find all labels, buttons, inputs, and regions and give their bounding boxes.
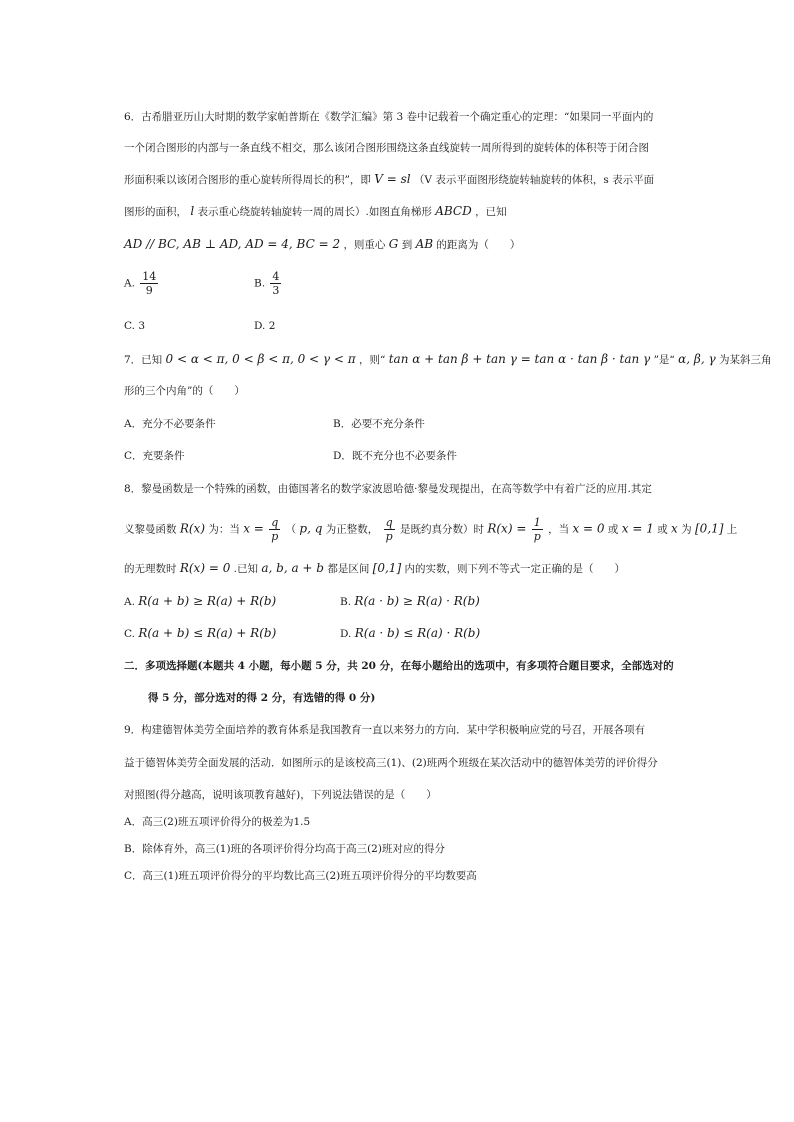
q6-line-1: 6．古希腊亚历山大时期的数学家帕普斯在《数学汇编》第 3 卷中记载着一个确定重心的定理：“如果同一平面内的 [124, 111, 654, 123]
q6-option-c[interactable]: C. 3 [124, 320, 146, 332]
q8-line-2 [124, 516, 737, 543]
numerator: 1 [533, 516, 541, 529]
q7-formula: 0 < α < π, 0 < β < π, 0 < γ < π [165, 352, 356, 366]
q9-line-1: 9．构建德智体美劳全面培养的教育体系是我国教育一直以来努力的方向．某中学积极响应党的号召，开展各项有 [124, 724, 646, 736]
q7-text: ，则“ [359, 354, 386, 366]
q9-line-3: 对照图(得分越高，说明该项教育越好)，下列说法错误的是（ ） [124, 789, 437, 801]
q7-text: 为某斜三角 [718, 354, 772, 366]
q6-text: ，则重心 [343, 239, 386, 251]
q8-formula: [0,1] [372, 561, 402, 575]
option-formula: R(a · b) ≥ R(a) · R(b) [354, 594, 480, 608]
q8-formula: R(x) = 0 [179, 561, 231, 575]
q6-option-d[interactable]: D. 2 [254, 320, 276, 332]
q8-formula: x = [243, 521, 264, 536]
q8-text: 或 [607, 523, 619, 536]
q8-option-d[interactable] [340, 626, 480, 641]
q6-option-b[interactable] [254, 270, 283, 297]
q8-line-3 [124, 561, 625, 576]
option-label: C. [124, 628, 135, 640]
q8-formula: x = 0 [572, 521, 605, 536]
denominator: 3 [272, 284, 280, 297]
q6-line-5 [124, 237, 520, 252]
option-formula: R(a + b) ≥ R(a) + R(b) [138, 594, 277, 608]
q6-formula: ABCD [435, 204, 472, 218]
q6-text: （V 表示平面图形绕旋转轴旋转的体积，s 表示平面 [413, 174, 655, 186]
q8-text: 或 [657, 523, 668, 536]
numerator: 14 [142, 270, 157, 283]
q8-text: 是既约真分数）时 [400, 523, 484, 536]
fraction [270, 270, 281, 297]
numerator: q [271, 516, 279, 529]
q6-line-2: 一个闭合图形的内部与一条直线不相交，那么该闭合图形围绕这条直线旋转一周所得到的旋转体的体积等于闭合图 [124, 142, 649, 154]
q9-option-c[interactable]: C．高三(1)班五项评价得分的平均数比高三(2)班五项评价得分的平均数要高 [124, 870, 477, 882]
q7-formula: α, β, γ [678, 352, 716, 366]
q7-text: ”是“ [653, 354, 675, 366]
q9-line-2: 益于德智体美劳全面发展的活动．如图所示的是该校高三(1)、(2)班两个班级在某次活动中的德智体美劳的评价得分 [124, 757, 658, 769]
q6-option-a[interactable] [124, 270, 160, 297]
q7-text: 7．已知 [124, 354, 163, 366]
q8-line-1: 8．黎曼函数是一个特殊的函数，由德国著名的数学家波恩哈德·黎曼发现提出，在高等数学中有着广泛的应用.其定 [124, 483, 652, 495]
q9-option-a[interactable]: A．高三(2)班五项评价得分的极差为1.5 [124, 816, 311, 828]
q6-formula: V = sl [374, 172, 411, 186]
q6-text: 形面积乘以该闭合图形的重心旋转所得周长的积”，即 [124, 174, 371, 186]
q6-text: 到 [401, 239, 413, 251]
q8-text: 都是区间 [327, 563, 370, 575]
q9-option-b[interactable]: B．除体育外，高三(1)班的各项评价得分均高于高三(2)班对应的得分 [124, 843, 445, 855]
q7-option-b[interactable]: B．必要不充分条件 [333, 418, 425, 430]
option-label: A. [124, 596, 135, 608]
q8-text: 上 [726, 523, 738, 536]
q6-text: 图形的面积， [124, 206, 187, 218]
q6-text: 的距离为（ ） [436, 239, 521, 251]
option-label: D. [340, 628, 352, 640]
fraction [140, 270, 158, 297]
q7-option-d[interactable]: D．既不充分也不必要条件 [333, 450, 457, 462]
q6-text: ，已知 [475, 206, 507, 218]
numerator: 4 [272, 270, 280, 283]
q8-formula: x = 1 [621, 521, 654, 536]
q6-line-4 [124, 204, 507, 219]
q8-text: （ [285, 523, 297, 536]
denominator: p [533, 530, 541, 543]
option-formula: R(a · b) ≤ R(a) · R(b) [354, 626, 481, 640]
q8-option-c[interactable] [124, 626, 276, 641]
option-label: A. [124, 277, 135, 290]
q7-formula: tan α + tan β + tan γ = tan α · tan β · tan γ [388, 352, 651, 366]
q8-option-b[interactable] [340, 594, 480, 609]
q8-text: .已知 [233, 563, 259, 575]
option-label: B. [340, 596, 352, 608]
q6-formula: G [388, 237, 399, 251]
fraction [384, 516, 395, 543]
denominator: 9 [145, 284, 153, 297]
denominator: p [385, 530, 393, 543]
q6-formula: l [190, 204, 195, 218]
q6-text: 表示重心绕旋转轴旋转一周的周长）.如图直角梯形 [197, 206, 432, 218]
q8-text: 为正整数， [325, 523, 379, 536]
q8-text: 内的实数，则下列不等式一定正确的是（ ） [404, 563, 625, 575]
q6-line-3 [124, 172, 654, 187]
q8-formula: R(x) [179, 521, 206, 536]
numerator: q [385, 516, 393, 529]
q8-formula: p, q [299, 521, 323, 536]
q8-formula: x [671, 521, 678, 536]
q7-option-a[interactable]: A．充分不必要条件 [124, 418, 216, 430]
q8-formula: R(x) = [487, 521, 527, 536]
option-formula: R(a + b) ≤ R(a) + R(b) [138, 626, 277, 640]
fraction [532, 516, 543, 543]
q8-text: 义黎曼函数 [124, 523, 177, 536]
q6-formula: AB [415, 237, 434, 251]
q8-formula: a, b, a + b [261, 561, 324, 575]
fraction [269, 516, 280, 543]
q8-text: ，当 [548, 523, 570, 536]
q8-text: 的无理数时 [124, 563, 177, 575]
section-2-heading: 二．多项选择题(本题共 4 小题，每小题 5 分，共 20 分，在每小题给出的选项中，有多项符合题目要求，全部选对的 [124, 660, 674, 672]
q8-formula: [0,1] [695, 521, 724, 536]
denominator: p [271, 530, 279, 543]
q7-line-1 [124, 352, 771, 367]
q7-option-c[interactable]: C．充要条件 [124, 450, 185, 462]
q8-option-a[interactable] [124, 594, 276, 609]
q6-formula: AD // BC, AB ⊥ AD, AD = 4, BC = 2 [124, 237, 341, 251]
section-2-heading-cont: 得 5 分，部分选对的得 2 分，有选错的得 0 分) [148, 692, 376, 704]
q8-text: 为 [681, 523, 692, 536]
q8-text: 为：当 [208, 523, 240, 536]
option-label: B. [254, 277, 266, 290]
q7-line-2: 形的三个内角”的（ ） [124, 385, 245, 397]
